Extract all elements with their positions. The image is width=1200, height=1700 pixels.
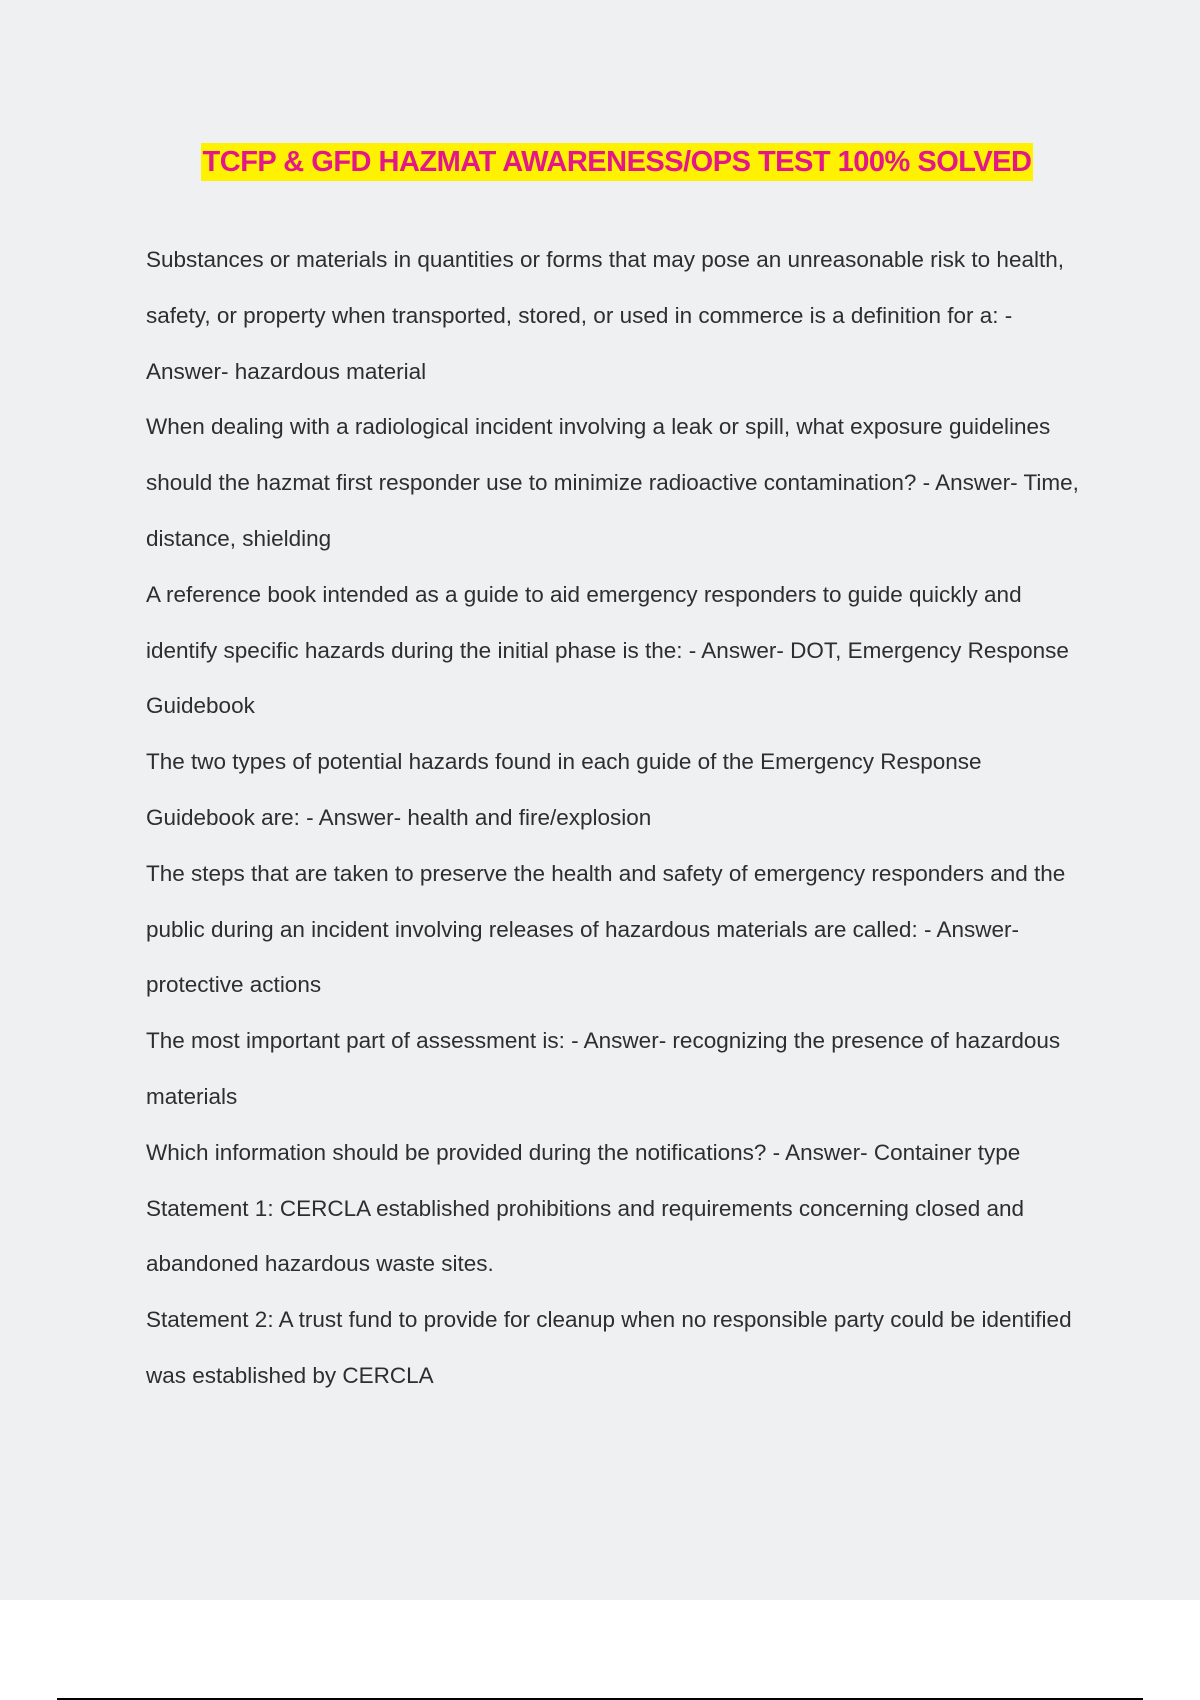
question-paragraph: The steps that are taken to preserve the health and safety of emergency responders and the public during an incident involving releases of hazardous materials are called: - Answer- protective actions	[146, 860, 1066, 998]
question-paragraph: Statement 2: A trust fund to provide for cleanup when no responsible party could be identified was established by CERCLA	[146, 1307, 1072, 1388]
question-paragraph: A reference book intended as a guide to aid emergency responders to guide quickly and identify specific hazards during the initial phase is the: - Answer- DOT, Emergency Response Guidebook	[146, 581, 1069, 719]
title-container	[0, 143, 1200, 181]
question-paragraph: When dealing with a radiological incident involving a leak or spill, what exposure guidelines should the hazmat first responder use to minimize radioactive contamination? - Answer- Time, distance, shielding	[146, 414, 1079, 551]
question-paragraph: The most important part of assessment is: - Answer- recognizing the presence of hazardous materials	[146, 1028, 1061, 1109]
question-paragraph: The two types of potential hazards found in each guide of the Emergency Response Guidebook are: - Answer- health and fire/explosion	[146, 749, 982, 830]
page-title: TCFP & GFD HAZMAT AWARENESS/OPS TEST 100% SOLVED	[201, 143, 1034, 181]
question-paragraph: Statement 1: CERCLA established prohibitions and requirements concerning closed and abandoned hazardous waste sites.	[146, 1195, 1025, 1277]
document-body	[146, 232, 1096, 1404]
question-paragraph: Which information should be provided during the notifications? - Answer- Container type	[146, 1139, 1021, 1165]
question-paragraph: Substances or materials in quantities or forms that may pose an unreasonable risk to health, safety, or property when transported, stored, or used in commerce is a definition for a: - Answer- hazardous material	[146, 247, 1064, 384]
